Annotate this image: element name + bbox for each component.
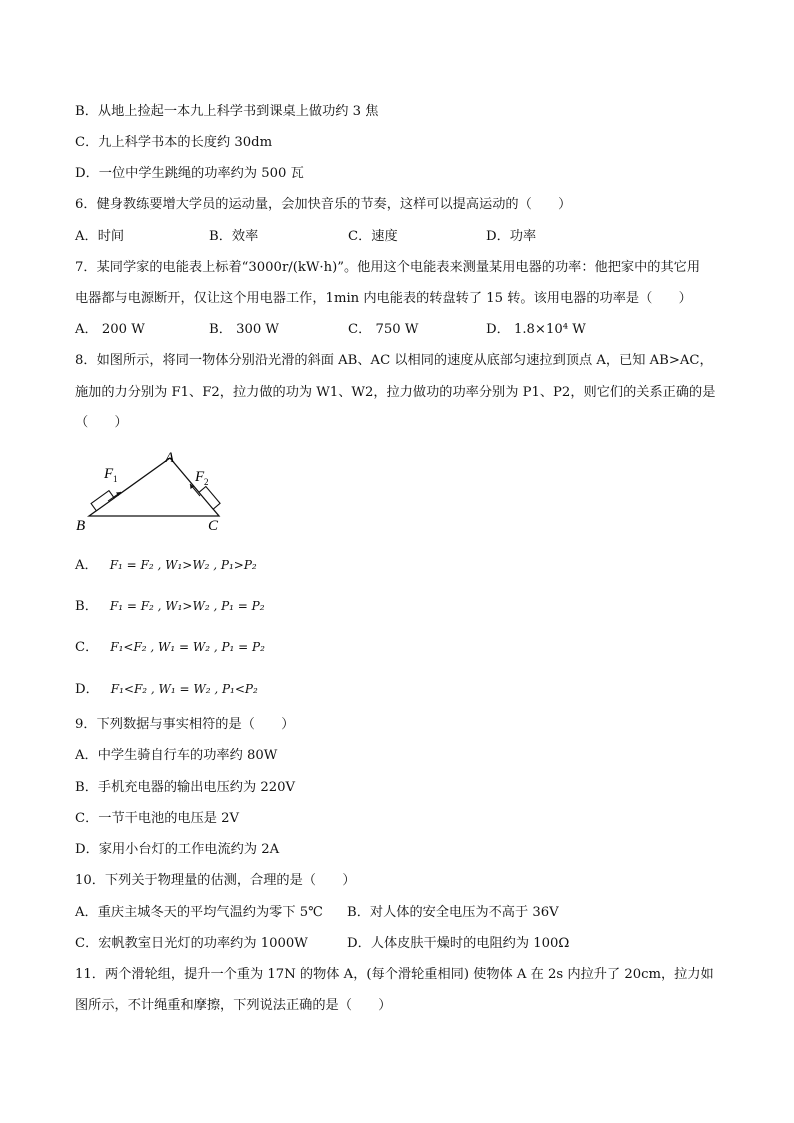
question-11-line-2: 图所示，不计绳重和摩擦，下列说法正确的是（ ） (75, 998, 392, 1013)
q9-option-c: C．一节干电池的电压是 2V (75, 811, 240, 826)
q5-option-c: C．九上科学书本的长度约 30dm (75, 135, 273, 150)
q5-option-d: D．一位中学生跳绳的功率约为 500 瓦 (75, 166, 304, 181)
question-11-line-1: 11．两个滑轮组，提升一个重为 17N 的物体 A，(每个滑轮重相同) 使物体 A 在 2s 内拉升了 20cm，拉力如 (75, 967, 714, 982)
q10-option-a: A．重庆主城冬天的平均气温约为零下 5℃ (75, 905, 323, 920)
q7-option-c: C． 750 W (348, 322, 419, 337)
q10-option-b: B．对人体的安全电压为不高于 36V (347, 905, 559, 920)
q8-option-d: D． F₁<F₂ , W₁ = W₂ , P₁<P₂ (75, 682, 258, 697)
label-a: A (165, 450, 175, 466)
q9-option-d: D．家用小台灯的工作电流约为 2A (75, 842, 280, 857)
q8-option-b: B． F₁ = F₂ , W₁>W₂ , P₁ = P₂ (75, 599, 265, 614)
incline-figure (72, 448, 232, 538)
label-f2-sub: 2 (204, 477, 209, 487)
label-b: B (76, 518, 86, 534)
q6-option-c: C．速度 (348, 229, 398, 244)
question-9: 9．下列数据与事实相符的是（ ） (75, 717, 295, 732)
label-f1-sub: 1 (113, 474, 118, 484)
label-c: C (208, 518, 219, 534)
question-10: 10．下列关于物理量的估测，合理的是（ ） (75, 873, 356, 888)
q8-option-a: A． F₁ = F₂ , W₁>W₂ , P₁>P₂ (75, 558, 257, 573)
q10-option-c: C．宏帆教室日光灯的功率约为 1000W (75, 936, 308, 951)
question-6: 6．健身教练要增大学员的运动量，会加快音乐的节奏，这样可以提高运动的（ ） (75, 197, 572, 212)
q6-option-a: A．时间 (75, 229, 125, 244)
label-f: F (104, 466, 114, 482)
q8-option-c: C． F₁<F₂ , W₁ = W₂ , P₁ = P₂ (75, 640, 265, 655)
q6-option-b: B．效率 (209, 229, 259, 244)
q10-option-d: D．人体皮肤干燥时的电阻约为 100Ω (347, 936, 570, 951)
question-8-line-2: 施加的力分别为 F1、F2，拉力做的功为 W1、W2，拉力做功的功率分别为 P1、P2，则它们的关系正确的是 (75, 385, 716, 400)
q9-option-a: A．中学生骑自行车的功率约 80W (75, 748, 278, 763)
block-ab (91, 491, 114, 511)
q5-option-b: B．从地上捡起一本九上科学书到课桌上做功约 3 焦 (75, 104, 379, 119)
question-8-line-3: （ ） (75, 415, 128, 430)
q6-option-d: D．功率 (486, 229, 537, 244)
q7-option-a: A． 200 W (75, 322, 145, 337)
q7-option-b: B． 300 W (209, 322, 279, 337)
question-7-line-1: 7．某同学家的电能表上标着“3000r/(kW·h)”。他用这个电能表来测量某用电器的功率：他把家中的其它用 (75, 260, 701, 275)
label-f2: F (195, 469, 205, 485)
q9-option-b: B．手机充电器的输出电压约为 220V (75, 780, 296, 795)
q7-option-d: D． 1.8×10⁴ W (486, 322, 586, 337)
question-7-line-2: 电器都与电源断开，仅让这个用电器工作，1min 内电能表的转盘转了 15 转。该用电器的功率是（ ） (75, 291, 692, 306)
question-8-line-1: 8．如图所示，将同一物体分别沿光滑的斜面 AB、AC 以相同的速度从底部匀速拉到顶点 A，已知 AB>AC， (75, 353, 713, 368)
